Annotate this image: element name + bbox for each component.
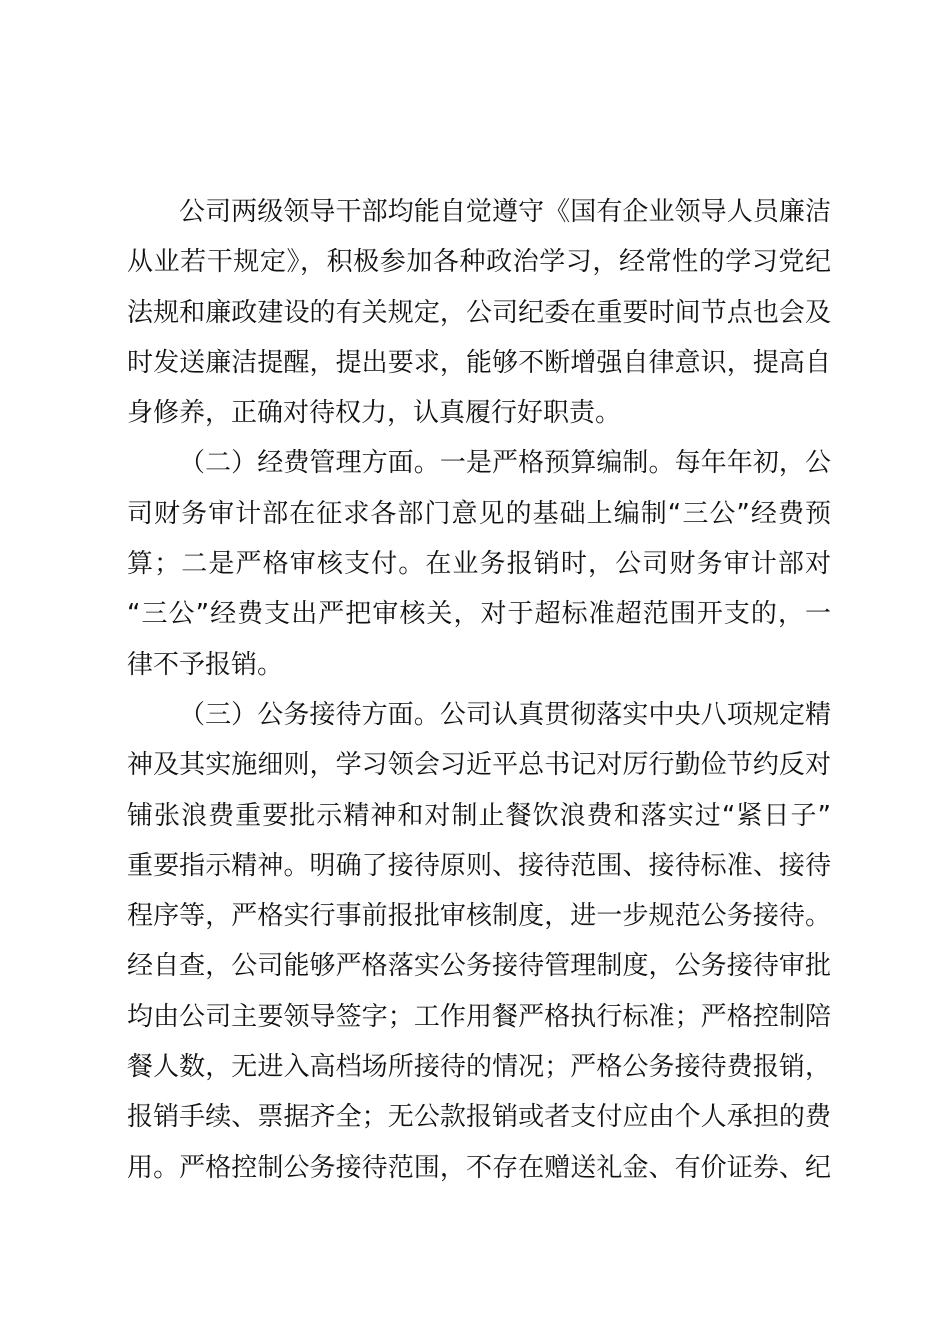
text-line: 餐人数，无进入高档场所接待的情况；严格公务接待费报销，: [127, 1052, 831, 1083]
text-line: 法规和廉政建设的有关规定，公司纪委在重要时间节点也会及: [127, 297, 831, 328]
document-body: [127, 187, 831, 1193]
paragraph-official-reception: [127, 690, 831, 1193]
text-line: （二）经费管理方面。一是严格预算编制。每年年初，公: [179, 448, 831, 479]
text-line: 铺张浪费重要批示精神和对制止餐饮浪费和落实过“紧日子”: [127, 800, 831, 831]
text-line: 从业若干规定》，积极参加各种政治学习，经常性的学习党纪: [127, 247, 831, 278]
text-line: 时发送廉洁提醒，提出要求，能够不断增强自律意识，提高自: [127, 347, 831, 378]
text-line: 经自查，公司能够严格落实公务接待管理制度，公务接待审批: [127, 951, 831, 982]
text-line: 身修养，正确对待权力，认真履行好职责。: [127, 398, 622, 429]
text-line: 算；二是严格审核支付。在业务报销时，公司财务审计部对: [127, 549, 831, 580]
text-line: 重要指示精神。明确了接待原则、接待范围、接待标准、接待: [127, 850, 831, 881]
text-line: 司财务审计部在征求各部门意见的基础上编制“三公”经费预: [127, 498, 831, 529]
paragraph-integrity: [127, 187, 831, 438]
paragraph-expense-management: [127, 438, 831, 689]
text-line: 程序等，严格实行事前报批审核制度，进一步规范公务接待。: [127, 901, 831, 932]
text-line: 公司两级领导干部均能自觉遵守《国有企业领导人员廉洁: [179, 197, 831, 227]
text-line: 神及其实施细则，学习领会习近平总书记对厉行勤俭节约反对: [127, 750, 831, 781]
text-line: “三公”经费支出严把审核关，对于超标准超范围开支的，一: [127, 599, 831, 630]
text-line: 用。严格控制公务接待范围，不存在赠送礼金、有价证券、纪: [127, 1152, 831, 1183]
text-line: 律不予报销。: [127, 649, 284, 680]
text-line: 均由公司主要领导签字；工作用餐严格执行标准；严格控制陪: [127, 1001, 831, 1032]
text-line: 报销手续、票据齐全；无公款报销或者支付应由个人承担的费: [127, 1102, 831, 1133]
text-line: （三）公务接待方面。公司认真贯彻落实中央八项规定精: [179, 699, 831, 730]
